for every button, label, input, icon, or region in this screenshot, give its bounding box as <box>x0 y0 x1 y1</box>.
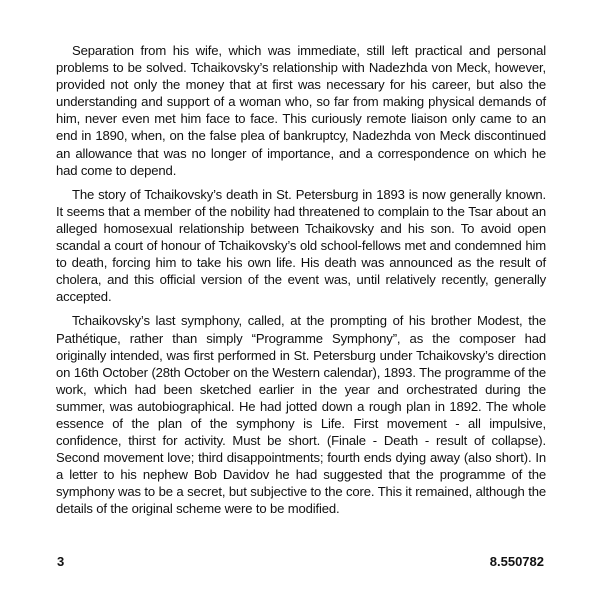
page-number: 3 <box>57 554 65 569</box>
paragraph-last-symphony: Tchaikovsky’s last symphony, called, at the prompting of his brother Modest, the Pathétique, rather than simply “Programme Symphony”, as the composer had originally intended, was first performed in St. Petersburg under Tchaikovsky’s direction on 16th October (28th October on the Western calendar), 1893. The programme of the work, which had been sketched earlier in the year and orchestrated during the summer, was autobiographical. He had jotted down a rough plan in 1892. The whole essence of the plan of the symphony is Life. First movement - all impulsive, confidence, thirst for activity. Must be short. (Finale - Death - result of collapse). Second movement love; third disappointments; fourth ends dying away (also short). In a letter to his nephew Bob Davidov he had suggested that the programme of the symphony was to be a secret, but subjective to the core. This it remained, although the details of the original scheme were to be modified. <box>56 313 546 517</box>
paragraph-death: The story of Tchaikovsky’s death in St. Petersburg in 1893 is now generally known. It seems that a member of the nobility had threatened to complain to the Tsar about an alleged homosexual relationship between Tchaikovsky and his son. To avoid open scandal a court of honour of Tchaikovsky’s old school-fellows met and condemned him to death, forcing him to take his own life. His death was announced as the result of cholera, and this official version of the event was, until relatively recently, generally accepted. <box>56 186 546 305</box>
paragraph-separation: Separation from his wife, which was immediate, still left practical and personal problems to be solved. Tchaikovsky’s relationship with Nadezhda von Meck, however, provided not only the money that at first was necessary for his career, but also the understanding and support of a woman who, so far from making physical demands of him, never even met him face to face. This curiously remote liaison only came to an end in 1890, when, on the false plea of bankruptcy, Nadezhda von Meck discontinued an allowance that was no longer of importance, and a correspondence on which he had come to depend. <box>56 43 546 178</box>
catalogue-number: 8.550782 <box>489 554 544 569</box>
body-text <box>56 42 546 525</box>
